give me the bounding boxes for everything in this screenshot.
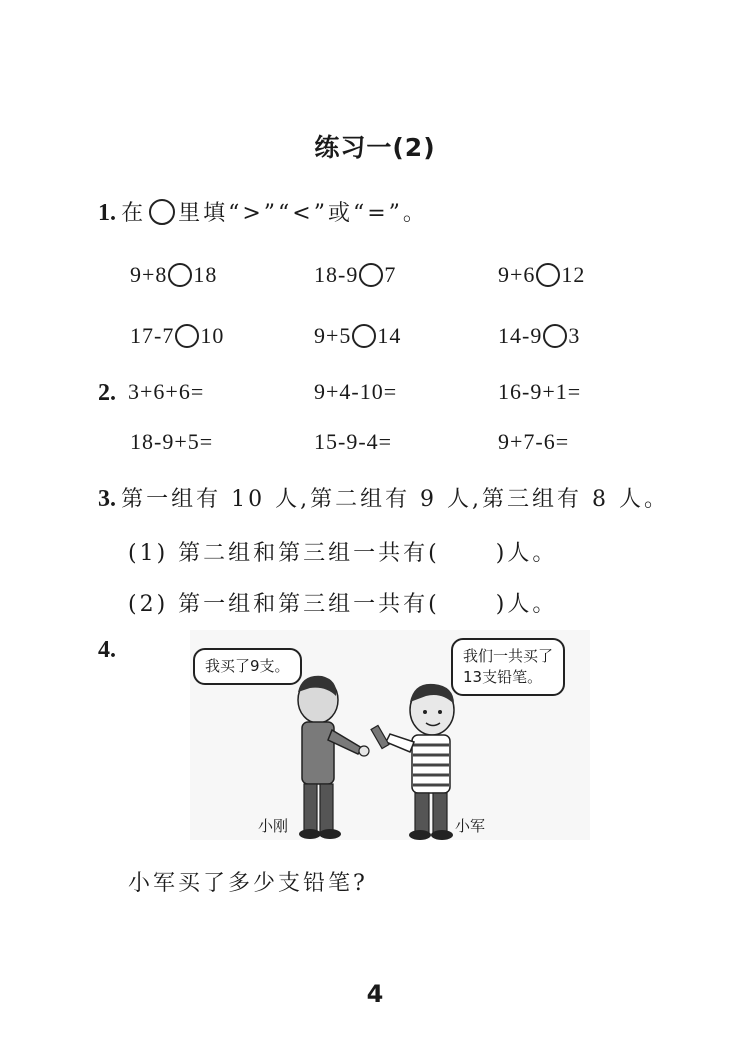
question-3-sub-2 xyxy=(128,587,557,618)
answer-circle[interactable] xyxy=(359,263,383,287)
question-4-number: 4. xyxy=(98,637,116,663)
answer-circle[interactable] xyxy=(352,324,376,348)
question-1-instruction xyxy=(98,196,428,227)
compare-item-2 xyxy=(314,262,396,288)
calc-item-1[interactable]: 3+6+6= xyxy=(128,379,205,404)
compare-right: 14 xyxy=(377,323,402,348)
page-number: 4 xyxy=(366,980,384,1008)
speech-text: 我买了9支。 xyxy=(205,657,290,675)
question-1-number: 1. xyxy=(98,200,116,226)
question-3-text: 第一组有 10 人,第二组有 9 人,第三组有 8 人。 xyxy=(121,487,670,512)
compare-item-6 xyxy=(498,323,580,349)
compare-left: 17-7 xyxy=(130,323,175,348)
compare-left: 14-9 xyxy=(498,323,543,348)
calc-item-2[interactable]: 9+4-10= xyxy=(314,379,398,404)
compare-right: 7 xyxy=(384,262,397,287)
answer-circle[interactable] xyxy=(543,324,567,348)
compare-item-3 xyxy=(498,262,585,288)
compare-right: 3 xyxy=(568,323,581,348)
answer-circle[interactable] xyxy=(175,324,199,348)
name-label-xiaojun: 小军 xyxy=(455,817,486,835)
compare-item-5 xyxy=(314,323,401,349)
compare-right: 10 xyxy=(200,323,225,348)
question-4-text: 小军买了多少支铅笔? xyxy=(128,871,368,896)
circle-blank-icon xyxy=(149,199,175,225)
answer-circle[interactable] xyxy=(536,263,560,287)
compare-left: 18-9 xyxy=(314,262,359,287)
exercise-title: 练习一(2) xyxy=(314,133,436,162)
answer-circle[interactable] xyxy=(168,263,192,287)
compare-item-4 xyxy=(130,323,224,349)
instruction-text-b: 里填“>”“<”或“=”。 xyxy=(178,201,428,226)
name-label-xiaogang: 小刚 xyxy=(258,817,289,835)
compare-left: 9+5 xyxy=(314,323,352,348)
sub-question-text: (2) 第一组和第三组一共有( xyxy=(128,592,440,617)
speech-text-line-2: 13支铅笔。 xyxy=(463,668,543,686)
question-3-sub-1 xyxy=(128,536,557,567)
compare-left: 9+6 xyxy=(498,262,536,287)
question-3-number: 3. xyxy=(98,486,116,512)
calc-item-6[interactable]: 9+7-6= xyxy=(498,429,570,454)
speech-text-line-1: 我们一共买了 xyxy=(463,647,554,665)
speech-bubble-right xyxy=(451,638,565,696)
calc-item-5[interactable]: 15-9-4= xyxy=(314,429,393,454)
question-2-number: 2. xyxy=(98,380,116,406)
sub-question-suffix: )人。 xyxy=(495,592,558,617)
compare-right: 12 xyxy=(561,262,586,287)
compare-item-1 xyxy=(130,262,217,288)
instruction-text-a: 在 xyxy=(121,201,147,226)
question-3 xyxy=(98,482,669,513)
calc-item-3[interactable]: 16-9+1= xyxy=(498,379,582,404)
compare-right: 18 xyxy=(193,262,218,287)
calc-item-4[interactable]: 18-9+5= xyxy=(130,429,214,454)
sub-question-suffix: )人。 xyxy=(495,541,558,566)
speech-bubble-left xyxy=(193,648,302,685)
sub-question-text: (1) 第二组和第三组一共有( xyxy=(128,541,440,566)
compare-left: 9+8 xyxy=(130,262,168,287)
